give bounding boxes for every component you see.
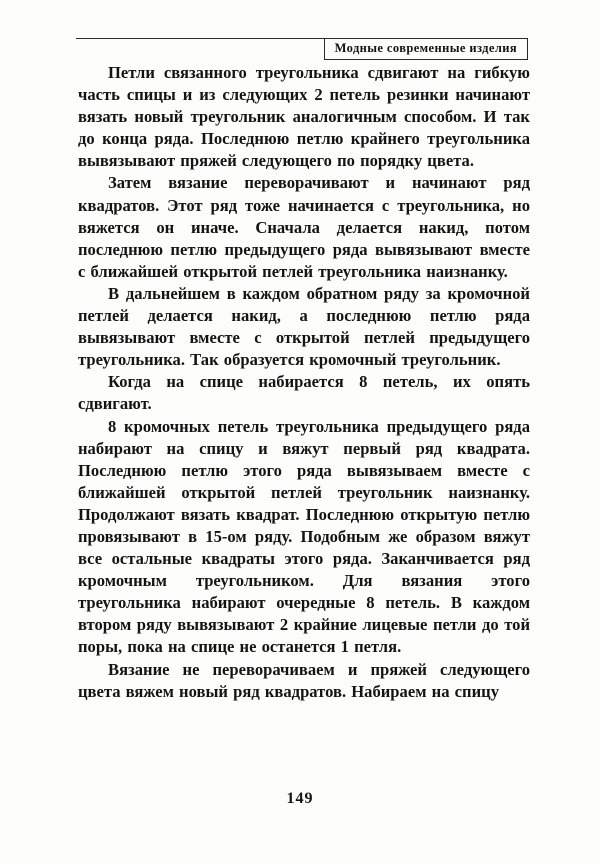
paragraph: Затем вязание переворачивают и начинают ряд квадратов. Этот ряд тоже начинается с треугольника, но вяжется он иначе. Сначала делается накид, потом последнюю петлю предыдущего ряда вывязывают вместе с ближайшей открытой петлей треугольника наизнанку.	[78, 173, 530, 281]
paragraph: 8 кромочных петель треугольника предыдущего ряда набирают на спицу и вяжут первый ряд квадрата. Последнюю петлю этого ряда вывязываем вместе с ближайшей открытой петлей треугольник наизнанку. Продолжают вязать квадрат. Последнюю открытую петлю провязывают в 15-ом ряду. Подобным же образом вяжут все остальные квадраты этого ряда. Заканчивается ряд кромочным треугольником. Для вязания этого треугольника набирают очередные 8 петель. В каждом втором ряду вывязывают 2 крайние лицевые петли до той поры, пока на спице не останется 1 петля.	[78, 416, 530, 657]
running-head-title: Модные современные изделия	[324, 38, 528, 60]
body-text	[78, 62, 530, 703]
paragraph: В дальнейшем в каждом обратном ряду за кромочной петлей делается накид, а последнюю петлю ряда вывязывают вместе с открытой петлей предыдущего треугольника. Так образуется кромочный треугольник.	[78, 283, 530, 370]
paragraph: Когда на спице набирается 8 петель, их опять сдвигают.	[78, 372, 530, 414]
running-head-rule	[76, 38, 528, 55]
page-number: 149	[286, 790, 314, 807]
paragraph: Петли связанного треугольника сдвигают на гибкую часть спицы и из следующих 2 петель резинки начинают вязать новый треугольник аналогичным способом. И так до конца ряда. Последнюю петлю крайнего треугольника вывязывают пряжей следующего по порядку цвета.	[78, 63, 530, 171]
paragraph: Вязание не переворачиваем и пряжей следующего цвета вяжем новый ряд квадратов. Набираем на спицу	[78, 659, 530, 701]
